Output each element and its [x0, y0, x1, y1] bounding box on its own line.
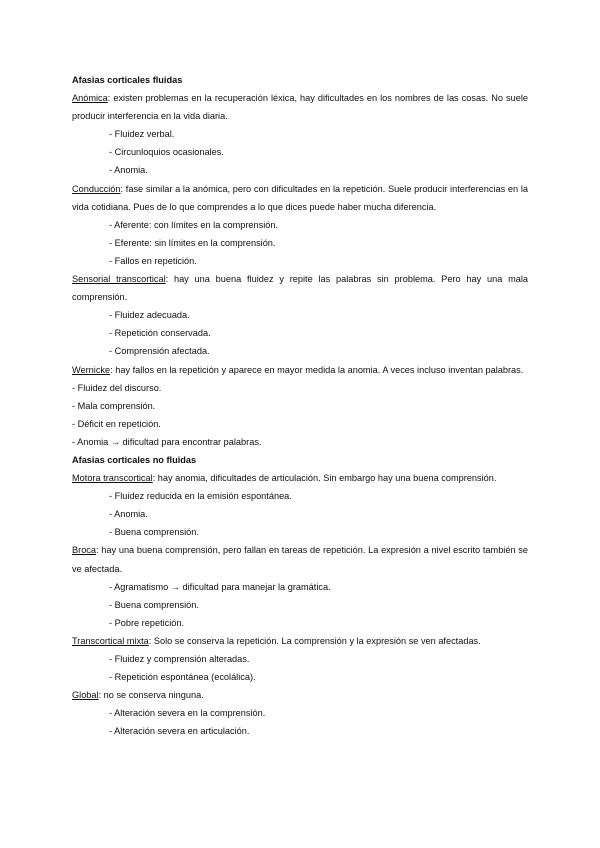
list-item: - Alteración severa en articulación. [109, 726, 250, 737]
entry-paragraph [72, 469, 528, 487]
list-item: - Fallos en repetición. [109, 255, 197, 266]
list-item: - Mala comprensión. [72, 400, 156, 411]
entry-term: Wernicke [72, 364, 111, 375]
entry-description: : Solo se conserva la repetición. La comprensión y la expresión se ven afectadas. [148, 635, 481, 646]
list-item: - Fluidez verbal. [109, 129, 175, 140]
entry-paragraph [72, 361, 528, 379]
list-item: - Comprensión afectada. [109, 346, 210, 357]
list-item: - Fluidez del discurso. [72, 382, 162, 393]
entry-paragraph [72, 89, 528, 125]
entry-paragraph [72, 180, 528, 216]
entry-description: : fase similar a la anómica, pero con dificultades en la repetición. Suele producir interferencias en la vida cotidiana. Pues de lo que comprendes a lo que dices puede haber mucha diferencia. [72, 183, 528, 212]
entry-term: Sensorial transcortical [72, 274, 166, 285]
document-page [72, 71, 528, 740]
list-item: - Repetición conservada. [109, 328, 211, 339]
list-item: - Buena comprensión. [109, 599, 199, 610]
section-heading: Afasias corticales no fluidas [72, 454, 197, 465]
entry-description: : hay fallos en la repetición y aparece en mayor medida la anomia. A veces incluso inventan palabras. [110, 364, 524, 375]
section-heading: Afasias corticales fluidas [72, 75, 183, 85]
list-item: - Buena comprensión. [109, 527, 199, 538]
list-item: - Anomia → dificultad para encontrar palabras. [72, 436, 262, 447]
entry-paragraph [72, 686, 528, 704]
list-item: - Pobre repetición. [109, 617, 185, 628]
list-item: - Circunloquios ocasionales. [109, 147, 224, 158]
entry-description: : hay una buena fluidez y repite las palabras sin problema. Pero hay una mala comprensión. [72, 274, 528, 303]
entry-description: : existen problemas en la recuperación léxica, hay dificultades en los nombres de las cosas. No suele producir interferencia en la vida diaria. [72, 93, 528, 122]
list-item: - Alteración severa en la comprensión. [109, 708, 266, 719]
entry-term: Broca [72, 545, 97, 556]
entry-term: Anómica [72, 93, 108, 104]
entry-paragraph [72, 541, 528, 577]
entry-description: : hay anomia, dificultades de articulación. Sin embargo hay una buena comprensión. [152, 473, 497, 484]
list-item: - Repetición espontánea (ecolálica). [109, 672, 256, 683]
list-item: - Anomia. [109, 509, 148, 520]
list-item: - Eferente: sin límites en la comprensión. [109, 237, 276, 248]
entry-description: : no se conserva ninguna. [98, 690, 204, 701]
list-item: - Agramatismo → dificultad para manejar la gramática. [109, 581, 331, 592]
list-item: - Fluidez y comprensión alteradas. [109, 654, 250, 664]
list-item: - Fluidez reducida en la emisión espontánea. [109, 491, 292, 502]
entry-paragraph [72, 632, 528, 650]
list-item: - Fluidez adecuada. [109, 310, 190, 321]
entry-term: Motora transcortical [72, 473, 153, 484]
list-item: - Déficit en repetición. [72, 418, 161, 429]
entry-paragraph [72, 270, 528, 306]
list-item: - Anomia. [109, 165, 148, 176]
list-item: - Aferente: con límites en la comprensión. [109, 219, 279, 230]
entry-term: Transcortical mixta [72, 635, 149, 646]
entry-term: Global [72, 690, 99, 701]
entry-term: Conducción [72, 183, 121, 194]
entry-description: : hay una buena comprensión, pero fallan en tareas de repetición. La expresión a nivel escrito también se ve afectada. [72, 545, 528, 574]
